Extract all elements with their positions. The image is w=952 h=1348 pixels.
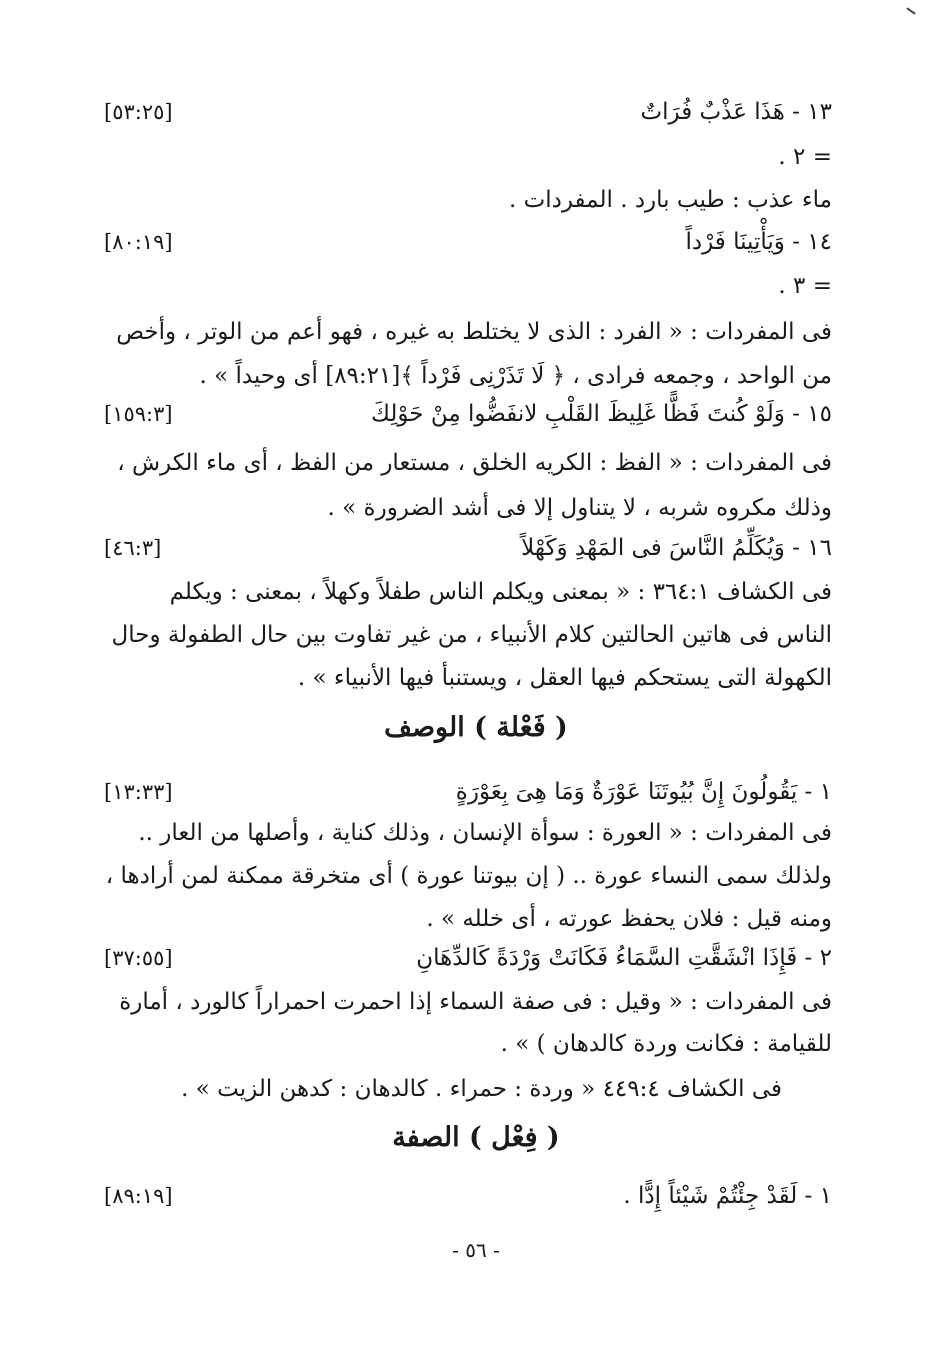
verse-ref: [٨٠:١٩] [104,230,173,254]
entry-13: ١٣ - هَذَا عَذْبٌ فُرَاتٌ [٥٣:٢٥] [104,99,832,125]
verse-ref: [٣٧:٥٥] [104,946,173,970]
verse-ref: [٤٦:٣] [104,536,162,560]
text-line: فى المفردات : « الفظ : الكريه الخلق ، مستعار من الفظ ، أى ماء الكرش ، [117,450,832,476]
text-line: ومنه قيل : فلان يحفظ عورته ، أى خلله » . [426,906,832,932]
corner-mark [906,7,915,14]
verse-ref: [٥٣:٢٥] [104,100,173,124]
text-line: فى المفردات : « وقيل : فى صفة السماء إذا احمرت احمراراً كالورد ، أمارة [119,989,832,1015]
text-line: فى المفردات : « العورة : سوأة الإنسان ، وذلك كناية ، وأصلها من العار .. [138,820,832,846]
text-line: الكهولة التى يستحكم فيها العقل ، ويستنبأ فيها الأنبياء » . [297,665,832,691]
text-line: فى الكشاف ٣٦٤:١ : « بمعنى ويكلم الناس طفلاً وكهلاً ، بمعنى : ويكلم [169,579,832,605]
text-line: فى الكشاف ٤٤٩:٤ « وردة : حمراء . كالدهان : كدهن الزيت » . [181,1076,782,1102]
entry-1: ١ - يَقُولُونَ إِنَّ بُيُوتَنَا عَوْرَةٌ وَمَا هِىَ بِعَوْرَةٍ [١٣:٣٣] [104,779,832,805]
text-line: من الواحد ، وجمعه فرادى ، ﴿ لَا تَذَرْنِى فَرْداً ﴾[٨٩:٢١] أى وحيداً » . [199,363,832,389]
text-line: فى المفردات : « الفرد : الذى لا يختلط به غيره ، فهو أعم من الوتر ، وأخص [116,319,832,345]
text-line: ولذلك سمى النساء عورة .. ( إن بيوتنا عورة ) أى متخرقة ممكنة لمن أرادها ، [105,863,832,889]
section-heading: ( فِعْل ) الصفة [392,1122,560,1153]
text-line: للقيامة : فكانت وردة كالدهان ) » . [500,1031,832,1057]
text-line: الناس فى هاتين الحالتين كلام الأنبياء ، من غير تفاوت بين حال الطفولة وحال [111,622,832,648]
entry-2: ٢ - فَإِذَا انْشَقَّتِ السَّمَاءُ فَكَانَتْ وَرْدَةً كَالدِّهَانِ [٣٧:٥٥] [104,945,832,971]
text-line: ماء عذب : طيب بارد . المفردات . [508,187,832,213]
entry-15: ١٥ - وَلَوْ كُنتَ فَظًّا غَلِيظَ القَلْبِ لانفَضُّوا مِنْ حَوْلِكَ [١٥٩:٣] [104,401,832,427]
entry-1b: ١ - لَقَدْ جِئْتُمْ شَيْئاً إِدًّا . [٨٩:١٩] [104,1183,832,1209]
text-line: = ٣ . [778,273,832,299]
verse-ref: [١٣:٣٣] [104,780,173,804]
section-heading: ( فَعْلة ) الوصف [384,712,568,743]
verse-ref: [٨٩:١٩] [104,1184,173,1208]
verse-ref: [١٥٩:٣] [104,402,173,426]
text-line: وذلك مكروه شربه ، لا يتناول إلا فى أشد الضرورة » . [327,495,832,521]
entry-16: ١٦ - وَيُكَلِّمُ النَّاسَ فى المَهْدِ وَكَهْلاً [٤٦:٣] [104,535,832,561]
entry-14: ١٤ - وَيَأْتِينَا فَرْداً [٨٠:١٩] [104,229,832,255]
page-number: - ٥٦ - [452,1238,500,1262]
text-line: = ٢ . [778,144,832,170]
